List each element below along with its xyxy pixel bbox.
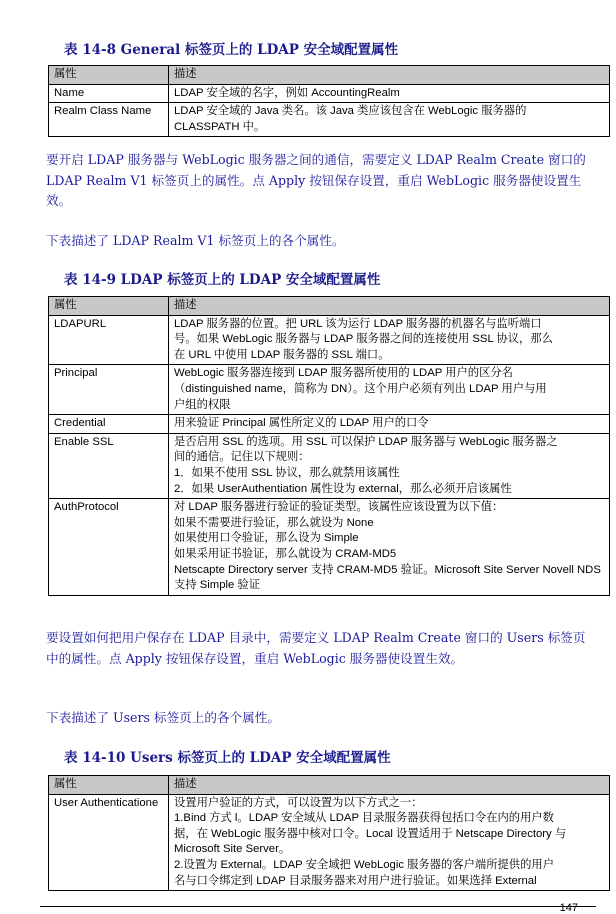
attribute-description-cell [169, 103, 610, 137]
page-number: 147 [559, 902, 578, 914]
header-description: 描述 [169, 776, 610, 795]
description-line: LDAP 安全域的 Java 类名。该 Java 类应该包含在 WebLogic 服务器的 [174, 105, 527, 118]
table-14-9 [48, 296, 610, 596]
table-row [49, 103, 610, 137]
description-line: Microsoft Site Server。 [174, 843, 291, 856]
description-line: （distinguished name，简称为 DN）。这个用户必须有列出 LDAP 用户与用 [174, 382, 547, 395]
attribute-name-cell: Enable SSL [49, 433, 169, 498]
table-header-row [49, 297, 610, 316]
header-description: 描述 [169, 66, 610, 85]
description-line: 户组的权限 [174, 398, 231, 411]
description-line: 支持 Simple 验证 [174, 579, 260, 592]
attribute-description-cell [169, 84, 610, 103]
description-line: 1．如果不使用 SSL 协议，那么就禁用该属性 [174, 466, 400, 479]
description-line: 如果采用证书验证，那么就设为 CRAM-MD5 [174, 547, 397, 560]
description-line: CLASSPATH 中。 [174, 120, 266, 133]
description-line: 名与口令绑定到 LDAP 目录服务器来对用户进行验证。如果选择 External [174, 874, 537, 887]
header-attribute: 属性 [49, 66, 169, 85]
table-14-10-caption: 表 14-10 Users 标签页上的 LDAP 安全域配置属性 [64, 750, 391, 766]
paragraph-users-table-intro: 下表描述了 Users 标签页上的各个属性。 [46, 710, 280, 725]
description-line: 设置用户验证的方式，可以设置为以下方式之一： [174, 796, 423, 809]
table-14-8-caption: 表 14-8 General 标签页上的 LDAP 安全域配置属性 [64, 42, 399, 58]
table-header-row [49, 66, 610, 85]
table-row [49, 794, 610, 891]
attribute-description-cell [169, 794, 610, 891]
table-14-9-caption: 表 14-9 LDAP 标签页上的 LDAP 安全域配置属性 [64, 272, 381, 288]
attribute-description-cell [169, 499, 610, 596]
description-line: Netscapte Directory server 支持 CRAM-MD5 验证。Microsoft Site Server Novell NDS [174, 563, 601, 576]
attribute-name-cell: Principal [49, 365, 169, 415]
description-line: 如果不需要进行验证，那么就设为 None [174, 516, 374, 529]
description-line: 对 LDAP 服务器进行验证的验证类型。该属性应该设置为以下值： [174, 501, 504, 514]
table-header-row [49, 776, 610, 795]
table-row [49, 415, 610, 434]
description-line: 如果使用口令验证，那么设为 Simple [174, 532, 359, 545]
description-line: 据，在 WebLogic 服务器中核对口令。Local 设置适用于 Netscape Directory 与 [174, 827, 567, 840]
table-row [49, 365, 610, 415]
description-line: 2．如果 UserAuthentiation 属性设为 external，那么必须开启该属性 [174, 482, 512, 495]
attribute-description-cell [169, 433, 610, 498]
paragraph-ldap-realm-v1-intro: 要开启 LDAP 服务器与 WebLogic 服务器之间的通信，需要定义 LDAP Realm Create 窗口的 LDAP Realm V1 标签页上的属性。点 Apply 按钮保存设置，重启 WebLogic 服务器使设置生效。 [46, 152, 586, 208]
table-14-8 [48, 65, 610, 137]
header-attribute: 属性 [49, 776, 169, 795]
description-line: 号。如果 WebLogic 服务器与 LDAP 服务器之间的连接使用 SSL 协议，那么 [174, 333, 553, 346]
attribute-name-cell: User Authenticatione [49, 794, 169, 891]
attribute-description-cell [169, 415, 610, 434]
table-row [49, 499, 610, 596]
paragraph-users-tab-intro: 要设置如何把用户保存在 LDAP 目录中，需要定义 LDAP Realm Create 窗口的 Users 标签页中的属性。点 Apply 按钮保存设置，重启 WebLogic 服务器使设置生效。 [46, 630, 586, 666]
description-line: WebLogic 服务器连接到 LDAP 服务器所使用的 LDAP 用户的区分名 [174, 367, 513, 380]
attribute-description-cell [169, 365, 610, 415]
attribute-name-cell: AuthProtocol [49, 499, 169, 596]
description-line: 1.Bind 方式 l。LDAP 安全域从 LDAP 目录服务器获得包括口令在内的用户数 [174, 812, 554, 825]
description-line: LDAP 安全域的名字，例如 AccountingRealm [174, 86, 400, 99]
table-row [49, 433, 610, 498]
attribute-name-cell: LDAPURL [49, 315, 169, 365]
description-line: 用来验证 Principal 属性所定义的 LDAP 用户的口令 [174, 417, 429, 430]
description-line: 2.设置为 External。LDAP 安全域把 WebLogic 服务器的客户端所提供的用户 [174, 858, 554, 871]
attribute-name-cell: Realm Class Name [49, 103, 169, 137]
table-14-10 [48, 775, 610, 891]
header-attribute: 属性 [49, 297, 169, 316]
paragraph-ldap-realm-v1-table-intro: 下表描述了 LDAP Realm V1 标签页上的各个属性。 [46, 233, 345, 248]
description-line: 是否启用 SSL 的选项。用 SSL 可以保护 LDAP 服务器与 WebLogic 服务器之 [174, 435, 558, 448]
description-line: LDAP 服务器的位置。把 URL 该为运行 LDAP 服务器的机器名与监听端口 [174, 317, 542, 330]
table-row [49, 315, 610, 365]
attribute-description-cell [169, 315, 610, 365]
table-row [49, 84, 610, 103]
page-bottom-rule [40, 906, 596, 907]
description-line: 间的通信。记住以下规则： [174, 451, 310, 464]
header-description: 描述 [169, 297, 610, 316]
attribute-name-cell: Credential [49, 415, 169, 434]
attribute-name-cell: Name [49, 84, 169, 103]
description-line: 在 URL 中使用 LDAP 服务器的 SSL 端口。 [174, 348, 390, 361]
